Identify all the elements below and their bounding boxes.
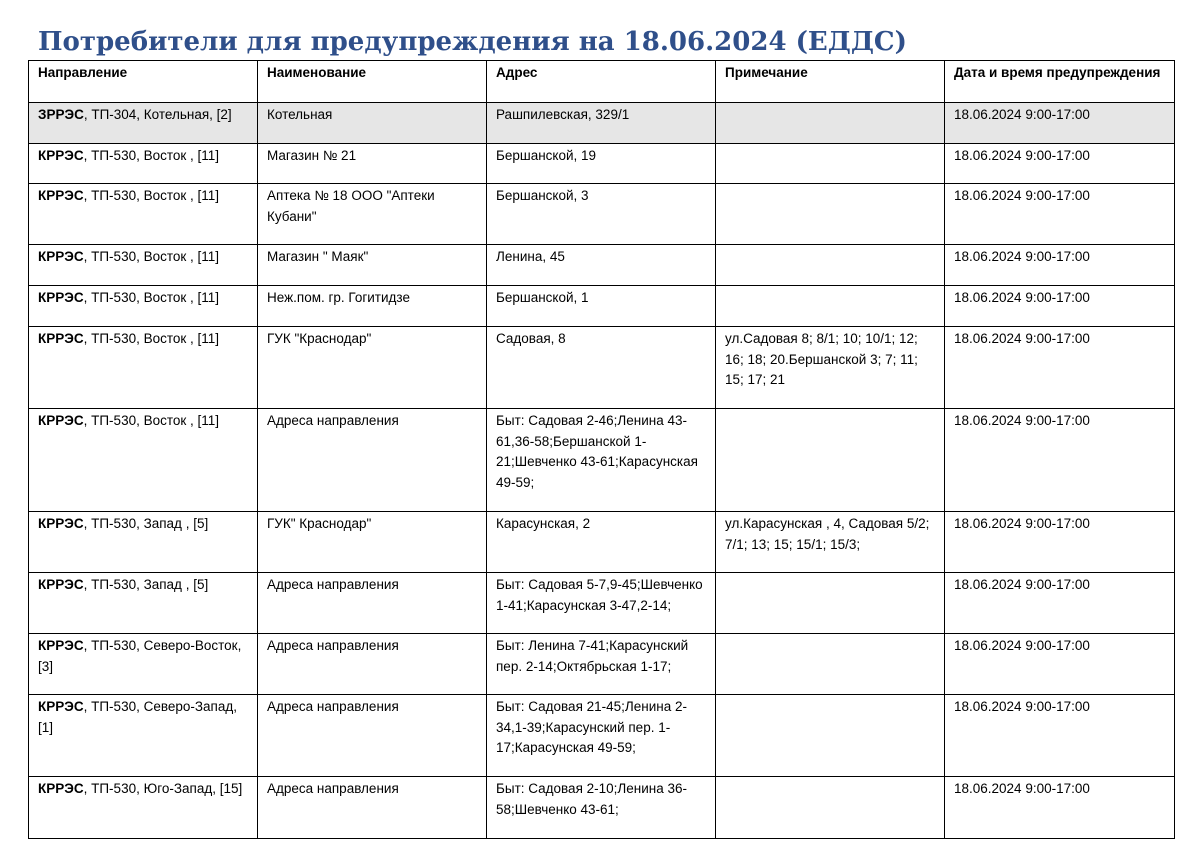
cell-direction [29,695,258,777]
cell-direction [29,103,258,144]
direction-department: КРРЭС [38,781,84,796]
cell-name: Неж.пом. гр. Гогитидзе [258,286,487,327]
header-name: Наименование [258,61,487,103]
direction-details: , ТП-530, Восток , [11] [83,188,220,203]
direction-department: КРРЭС [38,148,84,163]
direction-department: КРРЭС [38,290,84,305]
cell-name: Адреса направления [258,777,487,839]
direction-department: КРРЭС [38,516,84,531]
cell-note: ул.Садовая 8; 8/1; 10; 10/1; 12; 16; 18; 20.Бершанской 3; 7; 11; 15; 17; 21 [716,327,945,409]
cell-direction [29,573,258,634]
cell-name: Адреса направления [258,695,487,777]
cell-note [716,634,945,695]
table-row [29,327,1175,409]
table-row [29,573,1175,634]
cell-direction [29,245,258,286]
table-row [29,245,1175,286]
cell-direction [29,327,258,409]
table-row [29,409,1175,512]
table-row [29,512,1175,573]
table-row [29,777,1175,839]
cell-datetime: 18.06.2024 9:00-17:00 [945,327,1175,409]
cell-direction [29,409,258,512]
cell-direction [29,777,258,839]
table-row [29,634,1175,695]
cell-note [716,184,945,245]
cell-name: ГУК" Краснодар" [258,512,487,573]
cell-datetime: 18.06.2024 9:00-17:00 [945,245,1175,286]
table-row [29,144,1175,184]
cell-datetime: 18.06.2024 9:00-17:00 [945,184,1175,245]
direction-department: КРРЭС [38,249,84,264]
header-datetime: Дата и время предупреждения [945,61,1175,103]
cell-name: Адреса направления [258,634,487,695]
direction-details: , ТП-530, Северо-Восток, [3] [38,638,242,674]
table-row [29,695,1175,777]
cell-name: Магазин " Маяк" [258,245,487,286]
table-row [29,184,1175,245]
cell-datetime: 18.06.2024 9:00-17:00 [945,634,1175,695]
cell-note [716,144,945,184]
cell-address: Быт: Садовая 2-10;Ленина 36-58;Шевченко 43-61; [487,777,716,839]
direction-department: ЗРРЭС [38,107,84,122]
cell-address: Бершанской, 1 [487,286,716,327]
cell-datetime: 18.06.2024 9:00-17:00 [945,103,1175,144]
cell-direction [29,512,258,573]
cell-address: Бершанской, 19 [487,144,716,184]
cell-name: ГУК "Краснодар" [258,327,487,409]
direction-department: КРРЭС [38,638,84,653]
cell-datetime: 18.06.2024 9:00-17:00 [945,144,1175,184]
cell-datetime: 18.06.2024 9:00-17:00 [945,777,1175,839]
table-row [29,286,1175,327]
direction-department: КРРЭС [38,188,84,203]
table-row [29,103,1175,144]
direction-details: , ТП-530, Восток , [11] [83,249,220,264]
cell-direction [29,634,258,695]
cell-note [716,573,945,634]
header-address: Адрес [487,61,716,103]
cell-note [716,103,945,144]
direction-details: , ТП-304, Котельная, [2] [83,107,232,122]
cell-address: Быт: Садовая 2-46;Ленина 43-61,36-58;Бершанской 1-21;Шевченко 43-61;Карасунская 49-59; [487,409,716,512]
cell-name: Аптека № 18 ООО "Аптеки Кубани" [258,184,487,245]
direction-details: , ТП-530, Восток , [11] [83,148,220,163]
direction-details: , ТП-530, Восток , [11] [83,331,220,346]
cell-name: Магазин № 21 [258,144,487,184]
cell-note [716,777,945,839]
direction-details: , ТП-530, Запад , [5] [83,516,209,531]
cell-address: Ленина, 45 [487,245,716,286]
header-direction: Направление [29,61,258,103]
cell-datetime: 18.06.2024 9:00-17:00 [945,286,1175,327]
direction-department: КРРЭС [38,413,84,428]
cell-note [716,695,945,777]
header-row [29,61,1175,103]
cell-direction [29,144,258,184]
cell-datetime: 18.06.2024 9:00-17:00 [945,573,1175,634]
direction-department: КРРЭС [38,577,84,592]
cell-note: ул.Карасунская , 4, Садовая 5/2; 7/1; 13; 15; 15/1; 15/3; [716,512,945,573]
cell-note [716,245,945,286]
direction-department: КРРЭС [38,699,84,714]
cell-datetime: 18.06.2024 9:00-17:00 [945,409,1175,512]
direction-details: , ТП-530, Юго-Запад, [15] [83,781,243,796]
cell-address: Быт: Садовая 5-7,9-45;Шевченко 1-41;Карасунская 3-47,2-14; [487,573,716,634]
cell-address: Садовая, 8 [487,327,716,409]
direction-details: , ТП-530, Восток , [11] [83,290,220,305]
page-title: Потребители для предупреждения на 18.06.2024 (ЕДДС) [38,27,907,57]
direction-details: , ТП-530, Восток , [11] [83,413,220,428]
cell-address: Быт: Ленина 7-41;Карасунский пер. 2-14;Октябрьская 1-17; [487,634,716,695]
direction-department: КРРЭС [38,331,84,346]
cell-address: Карасунская, 2 [487,512,716,573]
cell-note [716,409,945,512]
consumers-table [28,60,1175,839]
direction-details: , ТП-530, Запад , [5] [83,577,209,592]
cell-name: Котельная [258,103,487,144]
cell-note [716,286,945,327]
cell-address: Рашпилевская, 329/1 [487,103,716,144]
direction-details: , ТП-530, Северо-Запад, [1] [38,699,237,735]
cell-direction [29,286,258,327]
header-note: Примечание [716,61,945,103]
cell-direction [29,184,258,245]
cell-name: Адреса направления [258,573,487,634]
cell-address: Быт: Садовая 21-45;Ленина 2-34,1-39;Карасунский пер. 1-17;Карасунская 49-59; [487,695,716,777]
cell-name: Адреса направления [258,409,487,512]
cell-datetime: 18.06.2024 9:00-17:00 [945,512,1175,573]
cell-address: Бершанской, 3 [487,184,716,245]
cell-datetime: 18.06.2024 9:00-17:00 [945,695,1175,777]
